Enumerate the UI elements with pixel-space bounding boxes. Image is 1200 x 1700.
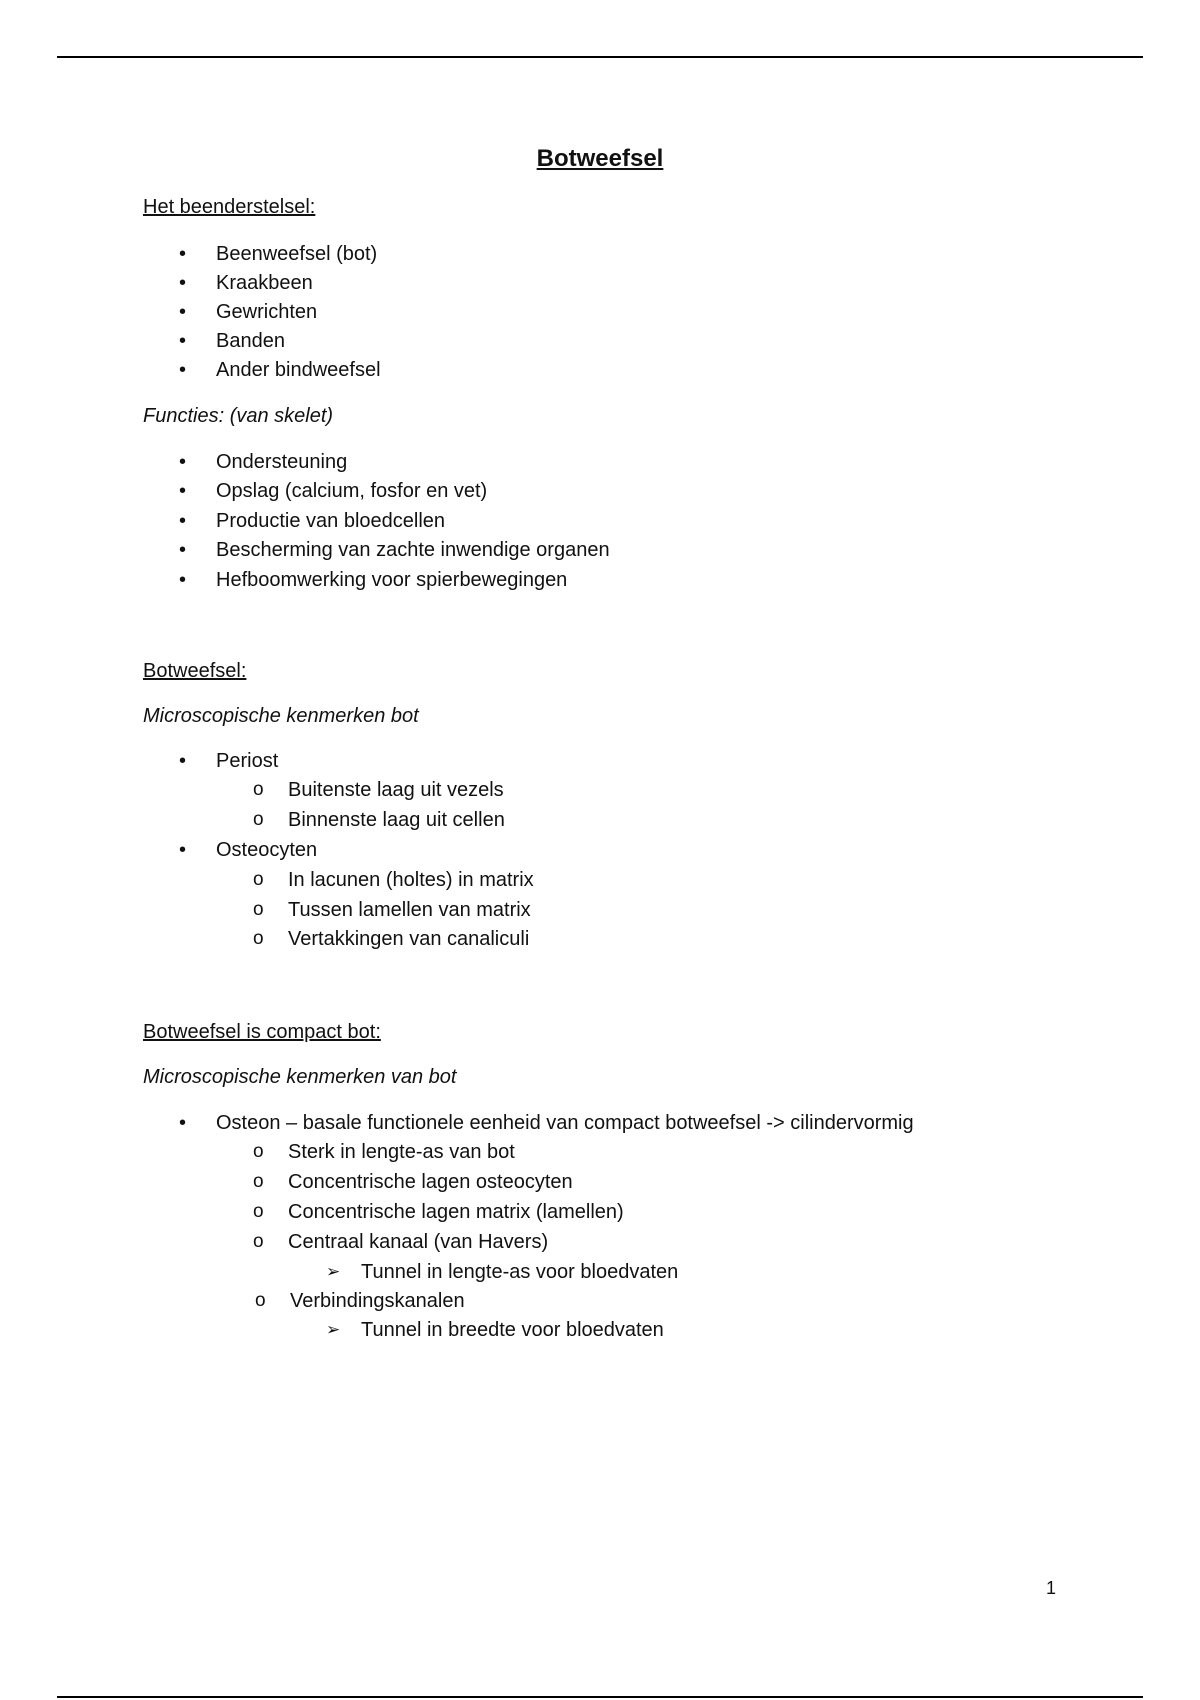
circle-bullet-icon: o [253, 1201, 264, 1222]
bullet-icon: • [179, 1112, 187, 1134]
sub-list-item-text: Concentrische lagen osteocyten [288, 1171, 573, 1193]
circle-bullet-icon: o [255, 1290, 266, 1311]
circle-bullet-icon: o [253, 869, 264, 890]
sub-list-item-text: Tussen lamellen van matrix [288, 899, 531, 921]
section-heading-beenderstelsel: Het beenderstelsel: [143, 196, 316, 218]
top-rule [57, 56, 1143, 58]
bullet-icon: • [179, 301, 187, 323]
arrow-bullet-icon: ➢ [326, 1262, 341, 1281]
list-item-text: Periost [216, 750, 279, 772]
sub-list-item-text: Concentrische lagen matrix (lamellen) [288, 1201, 624, 1223]
list-item-text: Productie van bloedcellen [216, 510, 446, 532]
bullet-icon: • [179, 480, 187, 502]
arrow-bullet-icon: ➢ [326, 1320, 341, 1339]
subheading-microscopische-kenmerken-van-bot: Microscopische kenmerken van bot [143, 1066, 457, 1088]
list-item-text: Ondersteuning [216, 451, 348, 473]
circle-bullet-icon: o [253, 1141, 264, 1162]
list-item-text: Hefboomwerking voor spierbewegingen [216, 569, 568, 591]
sub-sub-list-item-text: Tunnel in lengte-as voor bloedvaten [361, 1261, 679, 1283]
bullet-icon: • [179, 330, 187, 352]
sub-list-item-text: Vertakkingen van canaliculi [288, 928, 530, 950]
subheading-functies: Functies: (van skelet) [143, 405, 334, 427]
bullet-icon: • [179, 243, 187, 265]
circle-bullet-icon: o [253, 779, 264, 800]
list-item-text: Ander bindweefsel [216, 359, 381, 381]
bullet-icon: • [179, 750, 187, 772]
bullet-icon: • [179, 839, 187, 861]
section-heading-compact-bot: Botweefsel is compact bot: [143, 1021, 381, 1043]
list-item-text: Bescherming van zachte inwendige organen [216, 539, 610, 561]
list-item-text: Opslag (calcium, fosfor en vet) [216, 480, 488, 502]
sub-list-item-text: Verbindingskanalen [290, 1290, 465, 1312]
bullet-icon: • [179, 272, 187, 294]
list-item-text: Osteocyten [216, 839, 318, 861]
list-item-text: Kraakbeen [216, 272, 313, 294]
list-item-text: Osteon – basale functionele eenheid van compact botweefsel -> cilindervormig [216, 1112, 914, 1134]
circle-bullet-icon: o [253, 899, 264, 920]
subheading-microscopische-kenmerken-bot: Microscopische kenmerken bot [143, 705, 419, 727]
page-title: Botweefsel [536, 145, 664, 172]
circle-bullet-icon: o [253, 928, 264, 949]
circle-bullet-icon: o [253, 1171, 264, 1192]
sub-list-item-text: Buitenste laag uit vezels [288, 779, 504, 801]
page-number: 1 [1046, 1578, 1057, 1598]
sub-sub-list-item-text: Tunnel in breedte voor bloedvaten [361, 1319, 664, 1341]
sub-list-item-text: Sterk in lengte-as van bot [288, 1141, 515, 1163]
bullet-icon: • [179, 539, 187, 561]
bottom-rule [57, 1696, 1143, 1698]
sub-list-item-text: Binnenste laag uit cellen [288, 809, 505, 831]
list-item-text: Banden [216, 330, 285, 352]
bullet-icon: • [179, 359, 187, 381]
circle-bullet-icon: o [253, 1231, 264, 1252]
bullet-icon: • [179, 569, 187, 591]
list-item-text: Gewrichten [216, 301, 318, 323]
sub-list-item-text: Centraal kanaal (van Havers) [288, 1231, 549, 1253]
sub-list-item-text: In lacunen (holtes) in matrix [288, 869, 534, 891]
list-item-text: Beenweefsel (bot) [216, 243, 378, 265]
bullet-icon: • [179, 510, 187, 532]
section-heading-botweefsel: Botweefsel: [143, 660, 247, 682]
bullet-icon: • [179, 451, 187, 473]
circle-bullet-icon: o [253, 809, 264, 830]
